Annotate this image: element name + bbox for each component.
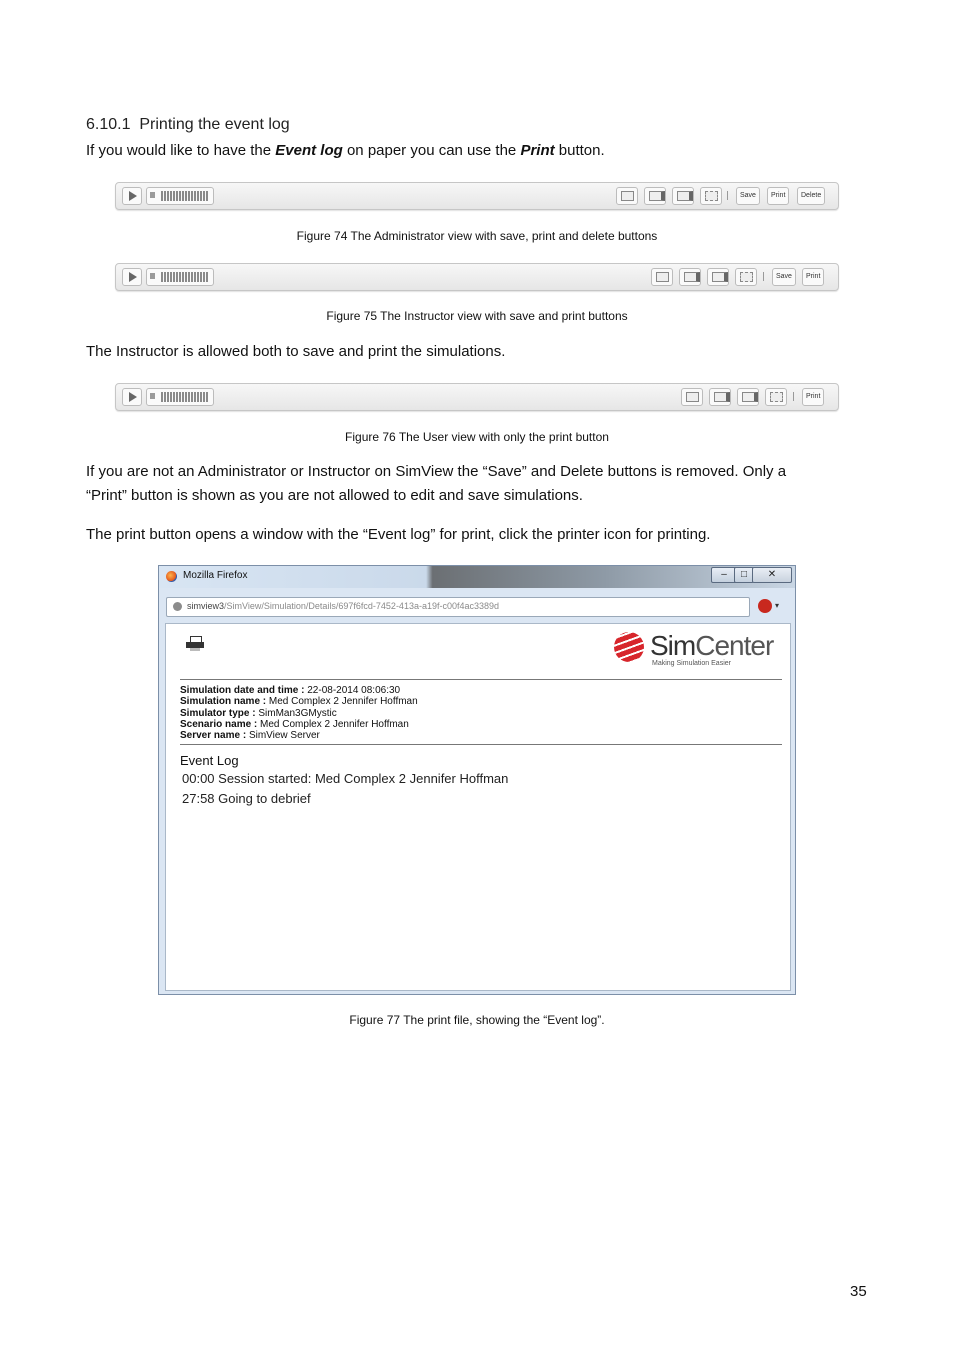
print-button[interactable]: Print (802, 268, 824, 286)
user-paragraph-line-1: If you are not an Administrator or Instructor on SimView the “Save” and Delete buttons is removed. Only a (86, 463, 787, 480)
simcenter-logo-icon (614, 632, 644, 662)
event-log-entry: 00:00 Session started: Med Complex 2 Jennifer Hoffman (182, 771, 509, 786)
volume-slider[interactable] (146, 388, 214, 406)
play-button[interactable] (122, 388, 142, 406)
info-scenario-name: Scenario name : Med Complex 2 Jennifer Hoffman (180, 718, 409, 730)
divider (180, 744, 782, 745)
view-single-button[interactable] (616, 187, 638, 205)
minimize-button[interactable]: – (711, 567, 737, 583)
figure-74-caption: Figure 74 The Administrator view with save, print and delete buttons (296, 229, 658, 243)
print-button[interactable]: Print (767, 187, 789, 205)
simulation-info (180, 685, 418, 741)
simcenter-logo (614, 630, 784, 670)
save-button[interactable]: Save (736, 187, 760, 205)
site-identity-icon (173, 602, 182, 611)
intro-text-3: button. (554, 142, 605, 159)
url-bar[interactable] (166, 597, 750, 617)
figure-76-caption: Figure 76 The User view with only the print button (345, 430, 609, 444)
info-simulation-name: Simulation name : Med Complex 2 Jennifer Hoffman (180, 696, 418, 708)
play-button[interactable] (122, 268, 142, 286)
speaker-icon (150, 273, 155, 279)
url-text (187, 601, 499, 611)
intro-text-1: If you would like to have the (86, 142, 276, 159)
section-title: Printing the event log (139, 116, 290, 133)
info-date: Simulation date and time : 22-08-2014 08:06:30 (180, 685, 401, 696)
volume-slider[interactable] (146, 268, 214, 286)
maximize-button[interactable]: □ (734, 567, 754, 583)
speaker-icon (150, 393, 155, 399)
fullscreen-icon[interactable] (765, 388, 787, 406)
user-paragraph (86, 460, 786, 508)
view-split-button[interactable] (644, 187, 666, 205)
close-button[interactable]: ✕ (752, 567, 792, 583)
delete-button[interactable]: Delete (797, 187, 825, 205)
save-button[interactable]: Save (772, 268, 796, 286)
info-server-name: Server name : SimView Server (180, 730, 320, 742)
view-side-button[interactable] (737, 388, 759, 406)
print-button[interactable]: Print (802, 388, 824, 406)
speaker-icon (150, 192, 155, 198)
figure-77-caption: Figure 77 The print file, showing the “Event log”. (349, 1013, 605, 1027)
logo-text (650, 630, 773, 662)
view-split-button[interactable] (709, 388, 731, 406)
logo-center: Center (695, 630, 774, 661)
window-title: Mozilla Firefox (183, 570, 248, 581)
info-simulator-type: Simulator type : SimMan3GMystic (180, 707, 337, 719)
intro-print: Print (520, 142, 555, 159)
firefox-logo-icon (166, 571, 177, 582)
view-single-button[interactable] (681, 388, 703, 406)
figure-75-caption: Figure 75 The Instructor view with save and print buttons (326, 309, 628, 323)
instructor-paragraph: The Instructor is allowed both to save and print the simulations. (86, 343, 506, 360)
print-page-content (165, 623, 791, 991)
logo-tagline: Making Simulation Easier (652, 660, 731, 667)
user-toolbar (115, 383, 839, 411)
instructor-toolbar (115, 263, 839, 291)
window-titlebar (159, 566, 795, 588)
play-button[interactable] (122, 187, 142, 205)
addon-icon[interactable] (758, 599, 772, 613)
printer-icon[interactable] (186, 636, 204, 652)
view-split-button[interactable] (679, 268, 701, 286)
print-window-paragraph: The print button opens a window with the “Event log” for print, click the printer icon for printing. (86, 526, 711, 543)
view-single-button[interactable] (651, 268, 673, 286)
intro-text-2: on paper you can use the (342, 142, 521, 159)
admin-toolbar (115, 182, 839, 210)
view-side-button[interactable] (672, 187, 694, 205)
fullscreen-icon[interactable] (700, 187, 722, 205)
fullscreen-icon[interactable] (735, 268, 757, 286)
view-side-button[interactable] (707, 268, 729, 286)
volume-slider[interactable] (146, 187, 214, 205)
intro-paragraph (86, 139, 605, 163)
section-heading (86, 116, 290, 134)
event-log-entry: 27:58 Going to debrief (182, 791, 311, 806)
page-number: 35 (850, 1283, 867, 1300)
intro-event-log: Event log (275, 142, 343, 159)
section-number: 6.10.1 (86, 116, 131, 133)
url-path: /SimView/Simulation/Details/697f6fcd-7452-413a-a19f-c00f4ac3389d (224, 601, 500, 611)
chevron-down-icon[interactable]: ▾ (775, 601, 780, 610)
event-log-title: Event Log (180, 753, 239, 768)
firefox-window (158, 565, 796, 995)
logo-sim: Sim (650, 630, 696, 661)
divider (180, 679, 782, 680)
url-host: simview3 (187, 601, 225, 611)
user-paragraph-line-2: “Print” button is shown as you are not allowed to edit and save simulations. (86, 487, 583, 504)
